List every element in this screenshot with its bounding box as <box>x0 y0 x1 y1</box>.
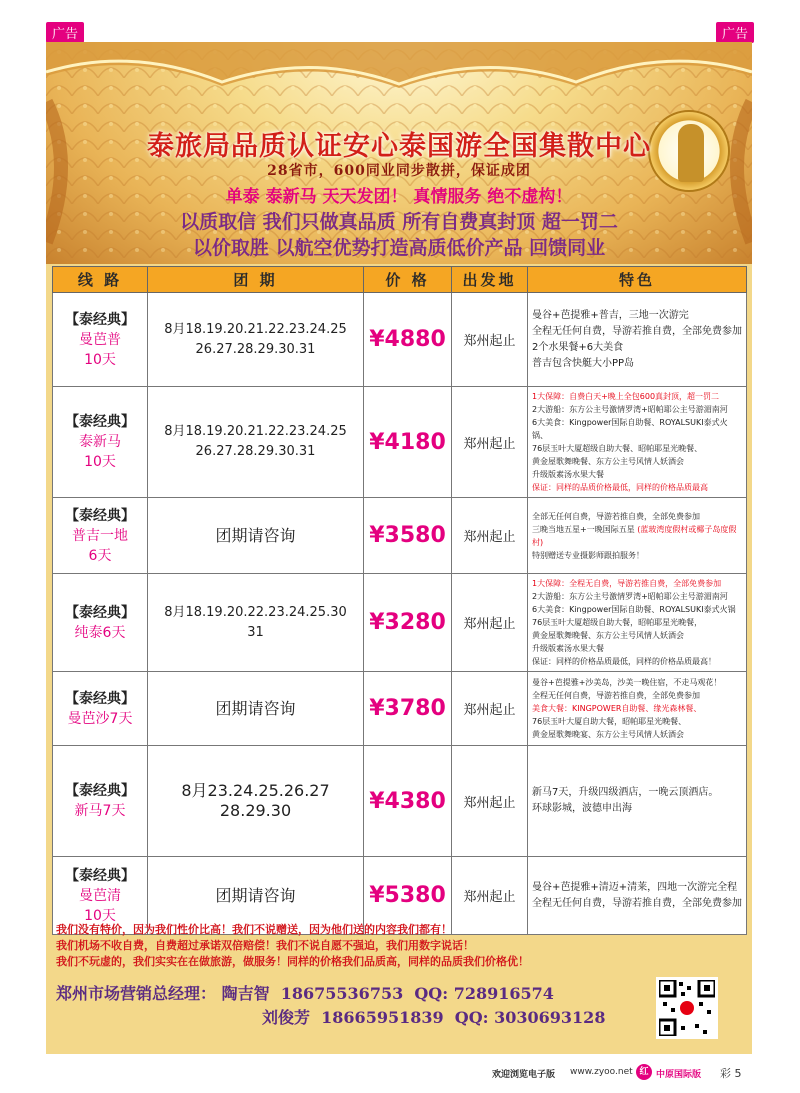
table-header-row <box>53 267 747 293</box>
dates-cell: 团期请咨询 <box>148 672 364 746</box>
feature-line: 76层玉叶大厦超级自助大餐，昭帕耶星光晚餐， <box>532 618 703 627</box>
route-cell <box>53 498 148 574</box>
feature-line: 2个水果餐+6大美食 <box>532 341 624 353</box>
contact-qq: QQ: 728916574 <box>414 984 554 1003</box>
feature-line: 全程无任何自费，导游若推自费，全部免费参加 <box>532 691 700 700</box>
table-row <box>53 293 747 387</box>
route-name: 曼芭沙7天 <box>67 710 133 727</box>
contact-label: 郑州市场营销总经理： <box>56 984 217 1003</box>
feature-note: (蓝玻湾度假村或椰子岛度假村) <box>532 524 737 547</box>
features-cell <box>528 746 747 857</box>
price-cell: ¥3780 <box>364 672 452 746</box>
feature-line: 保证：同样的价格品质最低，同样的价格品质最高！ <box>532 657 716 666</box>
feature-line: 曼谷+芭提雅+沙美岛，沙美一晚住宿，不走马观花！ <box>532 678 722 687</box>
route-label: 【泰经典】 <box>65 690 135 707</box>
slogan-line: 我们机场不收自费，自费超过承诺双倍赔偿！我们不说自愿不强迫，我们用数字说话！ <box>56 939 474 952</box>
header-departure: 出发地 <box>452 267 528 293</box>
dates-cell: 8月18.19.20.21.22.23.24.25 26.27.28.29.30.31 <box>148 387 364 498</box>
table-row <box>53 746 747 857</box>
route-days: 6天 <box>88 547 112 564</box>
page-footer <box>0 1064 800 1082</box>
departure-cell: 郑州起止 <box>452 498 528 574</box>
route-name: 纯泰6天 <box>74 624 126 641</box>
slogan-line: 我们不玩虚的，我们实实在在做旅游，做服务！同样的价格我们品质高，同样的品质我们价格优！ <box>56 955 529 968</box>
ad-label-left: 广告 <box>46 22 84 43</box>
route-name: 泰新马 <box>79 434 121 450</box>
header-features: 特色 <box>528 267 747 293</box>
feature-line: 全程无任何自费，导游若推自费，全部免费参加 <box>532 325 742 337</box>
subtitle-departures: 单泰 泰新马 天天发团！ 真情服务 绝不虚构！ <box>225 187 573 207</box>
feature-line: 6大美食：Kingpower国际自助餐、ROYALSUKI泰式火锅、 <box>532 418 728 440</box>
feature-line: 环球影城，波德申出海 <box>532 803 632 814</box>
route-days: 10天 <box>84 907 116 924</box>
feature-line: 曼谷+芭提雅+清迈+清莱，四地一次游完全程 <box>532 881 738 893</box>
header-dates: 团 期 <box>148 267 364 293</box>
departure-cell: 郑州起止 <box>452 857 528 935</box>
feature-line: 黄金屋歌舞晚餐、东方公主号风情人妖酒会 <box>532 631 684 640</box>
contact-qq: QQ: 3030693128 <box>454 1008 606 1027</box>
feature-line: 2大游船：东方公主号激情罗湾+昭帕耶公主号游湄南河 <box>532 405 728 414</box>
feature-line: 全部无任何自费，导游若推自费，全部免费参加 <box>532 511 700 521</box>
feature-text: 三晚当地五星+一晚国际五星 <box>532 524 635 534</box>
route-days: 10天 <box>84 351 116 368</box>
route-name: 新马7天 <box>74 803 126 819</box>
feature-line: 全程无任何自费，导游若推自费，全部免费参加 <box>532 897 742 909</box>
feature-line: 升级版素汤水果大餐 <box>532 470 604 479</box>
page-title: 泰旅局品质认证安心泰国游全国集散中心 <box>147 131 651 162</box>
contact-line-2 <box>56 1006 605 1030</box>
footer-browse-text: 欢迎浏览电子版 <box>492 1070 556 1080</box>
features-cell <box>528 498 747 574</box>
features-cell <box>528 387 747 498</box>
route-label: 【泰经典】 <box>65 414 135 430</box>
footer-page-number: 彩 5 <box>720 1067 742 1080</box>
feature-line: 2大游船：东方公主号激情罗湾+昭帕耶公主号游湄南河 <box>532 592 728 601</box>
price-cell: ¥3280 <box>364 574 452 672</box>
slogan-block <box>56 922 746 970</box>
price-cell: ¥5380 <box>364 857 452 935</box>
price-cell: ¥4180 <box>364 387 452 498</box>
dates-cell: 8月18.19.20.22.23.24.25.30 31 <box>148 574 364 672</box>
footer-edition: 中原国际版 <box>656 1070 702 1080</box>
tour-table <box>52 266 747 935</box>
dates-cell: 8月23.24.25.26.27 28.29.30 <box>148 746 364 857</box>
ad-label-right: 广告 <box>716 22 754 43</box>
feature-line: 1大保障：全程无自费，导游若推自费，全部免费参加 <box>532 579 722 588</box>
route-label: 【泰经典】 <box>65 507 135 524</box>
route-cell <box>53 293 148 387</box>
contact-phone[interactable]: 18665951839 <box>321 1008 444 1027</box>
departure-cell: 郑州起止 <box>452 746 528 857</box>
feature-line <box>532 523 742 549</box>
features-cell <box>528 574 747 672</box>
feature-line: 升级版素汤水果大餐 <box>532 644 604 653</box>
feature-line: 6大美食：Kingpower国际自助餐、ROYALSUKI泰式火锅 <box>532 605 736 614</box>
contact-line-1 <box>56 982 605 1006</box>
feature-line: 76层玉叶大厦自助大餐，昭帕耶星光晚餐、 <box>532 717 687 726</box>
header-route: 线 路 <box>53 267 148 293</box>
header-price: 价 格 <box>364 267 452 293</box>
feature-line: 保证：同样的品质价格最低，同样的价格品质最高 <box>532 483 708 492</box>
route-cell <box>53 574 148 672</box>
departure-cell: 郑州起止 <box>452 672 528 746</box>
route-cell <box>53 672 148 746</box>
feature-line: 美食大餐：KINGPOWER自助餐、缘光森林餐、 <box>532 704 702 713</box>
table-row <box>53 672 747 746</box>
feature-line: 普吉包含快艇大小PP岛 <box>532 357 635 369</box>
slogan-line: 我们没有特价，因为我们性价比高！我们不说赠送，因为他们送的内容我们都有！ <box>56 923 452 936</box>
contact-phone[interactable]: 18675536753 <box>280 984 404 1003</box>
qr-pattern-icon <box>659 980 715 1036</box>
ornate-banner <box>46 42 752 264</box>
subtitle-quality: 以质取信 我们只做真品质 所有自费真封顶 超一罚二 <box>180 211 618 233</box>
dates-cell: 8月18.19.20.21.22.23.24.25 26.27.28.29.30.31 <box>148 293 364 387</box>
price-cell: ¥3580 <box>364 498 452 574</box>
table-row <box>53 387 747 498</box>
contact-person: 刘俊芳 <box>262 1008 311 1027</box>
feature-line: 黄金屋歌舞晚餐、东方公主号风情人妖酒会 <box>532 457 684 466</box>
feature-line: 76层玉叶大厦超级自助大餐、昭帕耶星光晚餐、 <box>532 444 703 453</box>
feature-line: 新马7天，升级四级酒店，一晚云顶酒店。 <box>532 787 719 798</box>
contact-person: 陶吉智 <box>221 984 270 1003</box>
features-cell <box>528 293 747 387</box>
route-name: 普吉一地 <box>72 527 128 544</box>
route-cell <box>53 746 148 857</box>
route-name: 曼芭普 <box>79 331 121 348</box>
route-days: 10天 <box>84 454 116 470</box>
departure-cell: 郑州起止 <box>452 293 528 387</box>
price-cell: ¥4880 <box>364 293 452 387</box>
departure-cell: 郑州起止 <box>452 574 528 672</box>
route-cell <box>53 387 148 498</box>
footer-badge-icon: 红 <box>636 1064 652 1080</box>
route-label: 【泰经典】 <box>65 604 135 621</box>
route-label: 【泰经典】 <box>65 783 135 799</box>
contact-block <box>56 982 605 1030</box>
footer-site-link[interactable]: www.zyoo.net <box>570 1067 633 1077</box>
departure-cell: 郑州起止 <box>452 387 528 498</box>
route-name: 曼芭清 <box>79 887 121 904</box>
features-cell <box>528 672 747 746</box>
route-label: 【泰经典】 <box>65 311 135 328</box>
dates-cell: 团期请咨询 <box>148 498 364 574</box>
feature-line: 1大保障：自费白天+晚上全包600真封顶，超一罚二 <box>532 392 720 401</box>
advertisement-poster <box>46 42 752 1054</box>
table-row <box>53 498 747 574</box>
qr-code[interactable] <box>656 977 718 1039</box>
subtitle-price: 以价取胜 以航空优势打造高质低价产品 回馈同业 <box>192 237 606 259</box>
subtitle-cities: 28省市，600同业同步散拼，保证成团 <box>267 163 531 179</box>
feature-line: 曼谷+芭提雅+普吉，三地一次游完 <box>532 309 689 321</box>
dates-cell: 团期请咨询 <box>148 857 364 935</box>
feature-line: 特别赠送专业摄影师跟拍服务！ <box>532 550 644 560</box>
route-label: 【泰经典】 <box>65 867 135 884</box>
price-cell: ¥4380 <box>364 746 452 857</box>
table-row <box>53 574 747 672</box>
feature-line: 黄金屋歌舞晚宴、东方公主号风情人妖酒会 <box>532 730 684 739</box>
